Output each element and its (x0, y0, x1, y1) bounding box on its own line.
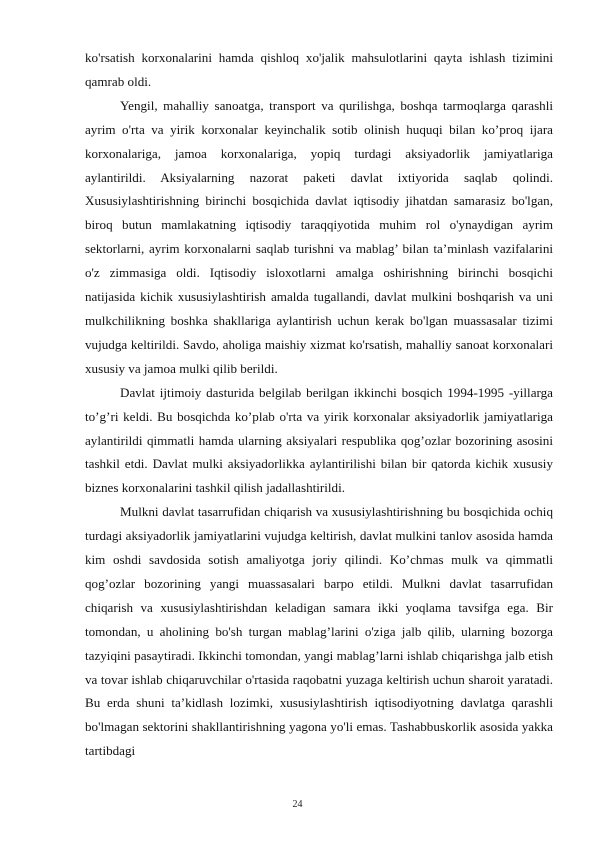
body-text (85, 46, 553, 763)
paragraph: Yengil, mahalliy sanoatga, transport va qurilishga, boshqa tarmoqlarga qarashli ayrim o'rta va yirik korxonalar keyinchalik sotib olinish huquqi bilan ko’proq ijara korxonalariga, jamoa korxonalariga, yopiq turdagi aksiyadorlik jamiyatlariga aylantirildi. Aksiyalarning nazorat paketi davlat ixtiyorida saqlab qolindi. Xususiylashtirishning birinchi bosqichida davlat iqtisodiy jihatdan samarasiz bo'lgan, biroq butun mamlakatning iqtisodiy taraqqiyotida muhim rol o'ynaydigan ayrim sektorlarni, ayrim korxonalarni saqlab turishni va mablag’ bilan ta’minlash vazifalarini o'z zimmasiga oldi. Iqtisodiy isloxotlarni amalga oshirishning birinchi bosqichi natijasida kichik xususiylashtirish amalda tugallandi, davlat mulkini boshqarish va uni mulkchilikning boshka shakllariga aylantirish uchun kerak bo'lgan muassasalar tizimi vujudga keltirildi. Savdo, aholiga maishiy xizmat ko'rsatish, mahalliy sanoat korxonalari xususiy va jamoa mulki qilib berildi. (85, 97, 553, 376)
paragraph: Mulkni davlat tasarrufidan chiqarish va xususiylashtirishning bu bosqichida ochiq turdagi aksiyadorlik jamiyatlarini vujudga keltirish, davlat mulkini tanlov asosida hamda kim oshdi savdosida sotish amaliyotga joriy qilindi. Ko’chmas mulk va qimmatli qog’ozlar bozorining yangi muassasalari barpo etildi. Mulkni davlat tasarrufidan chiqarish va xususiylashtirishdan keladigan samara ikki yoqlama tavsifga ega. Bir tomondan, u aholining bo'sh turgan mablag’larini o'ziga jalb qilib, ularning bozorga tazyiqini pasaytiradi. Ikkinchi tomondan, yangi mablag’larni ishlab chiqarishga jalb etish va tovar ishlab chiqaruvchilar o'rtasida raqobatni yuzaga keltirish uchun sharoit yaratadi. Bu erda shuni ta’kidlash lozimki, xususiylashtirish iqtisodiyotning davlatga qarashli bo'lmagan sektorini shakllantirishning yagona yo'li emas. Tashabbuskorlik asosida yakka tartibdagi (85, 504, 553, 759)
paragraph: Davlat ijtimoiy dasturida belgilab berilgan ikkinchi bosqich 1994-1995 -yillarga to’g’ri keldi. Bu bosqichda ko’plab o'rta va yirik korxonalar aksiyadorlik jamiyatlariga aylantirildi qimmatli hamda ularning aksiyalari respublika qog’ozlar bozorining asosini tashkil etdi. Davlat mulki aksiyadorlikka aylantirilishi bilan bir qatorda kichik xususiy biznes korxonalarini tashkil qilish jadallashtirildi. (85, 384, 553, 496)
page-number: 24 (292, 799, 303, 810)
paragraph-continuation: ko'rsatish korxonalarini hamda qishloq xo'jalik mahsulotlarini qayta ishlash tizimini qamrab oldi. (85, 50, 553, 89)
